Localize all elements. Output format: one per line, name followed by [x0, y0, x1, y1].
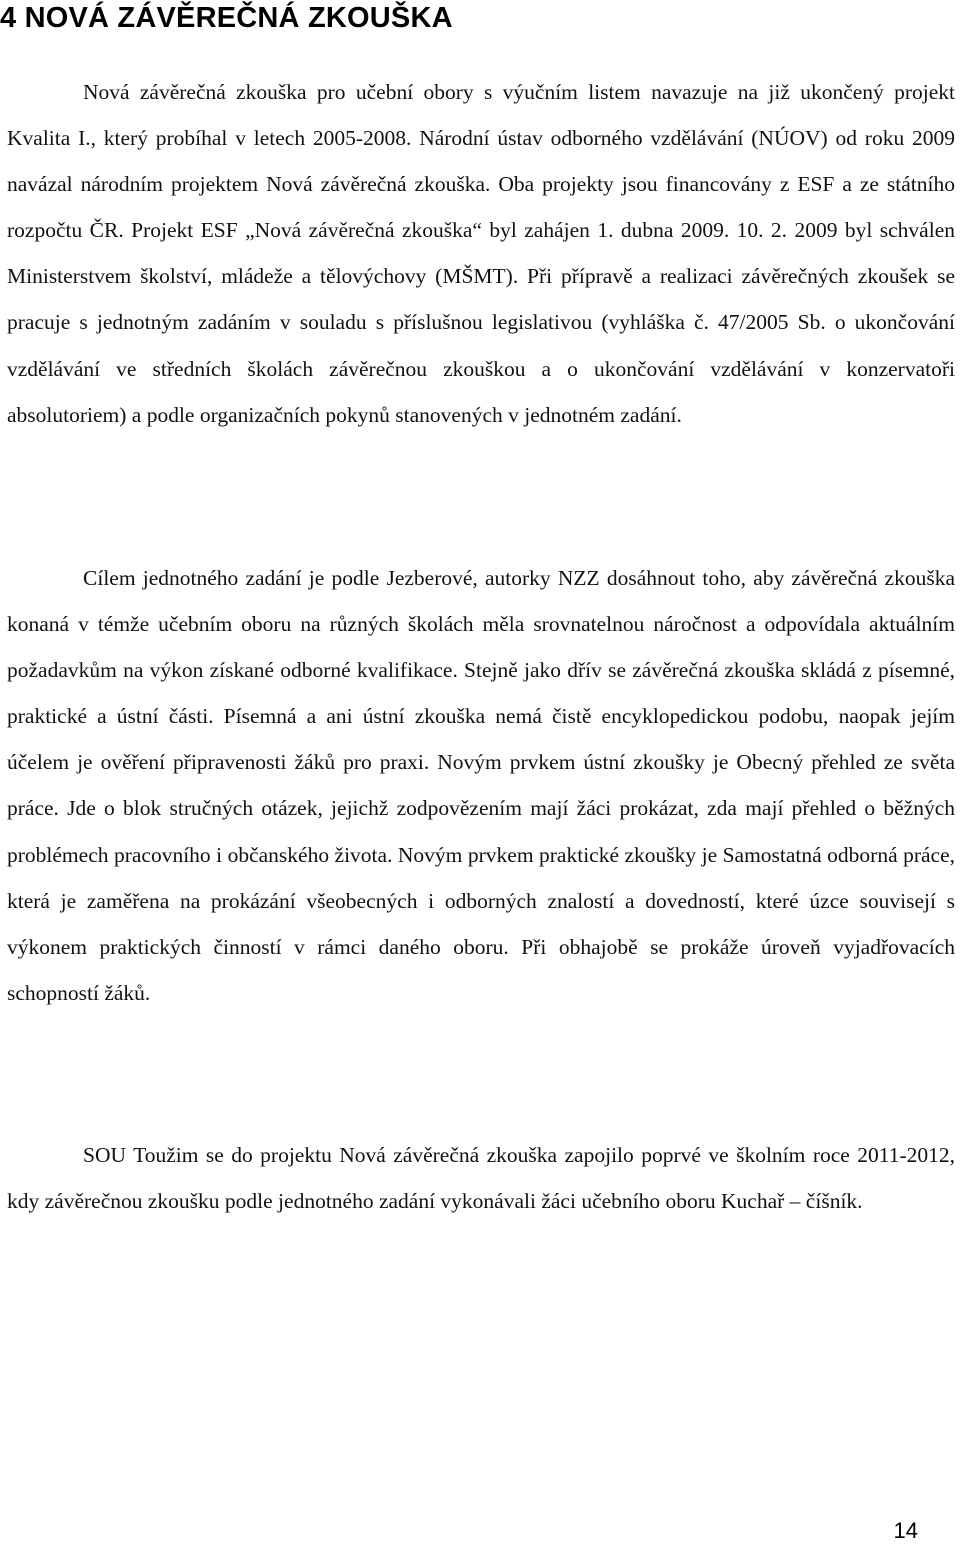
- paragraph-text: Nová závěrečná zkouška pro učební obory s výučním listem navazuje na již ukončený projekt Kvalita I., který probíhal v letech 2005-2008. Národní ústav odborného vzdělávání (NÚOV) od roku 2009 navázal národním projektem Nová závěrečná zkouška. Oba projekty jsou financovány z ESF a ze státního rozpočtu ČR. Projekt ESF „Nová závěrečná zkouška“ byl zahájen 1. dubna 2009. 10. 2. 2009 byl schválen Ministerstvem školství, mládeže a tělovýchovy (MŠMT). Při přípravě a realizaci závěrečných zkoušek se pracuje s jednotným zadáním v souladu s příslušnou legislativou (vyhláška č. 47/2005 Sb. o ukončování vzdělávání ve středních školách závěrečnou zkouškou a o ukončování vzdělávání v konzervatoři absolutoriem) a podle organizačních pokynů stanovených v jednotném zadání.: [7, 80, 955, 427]
- section-heading: 4 NOVÁ ZÁVĚREČNÁ ZKOUŠKA: [0, 2, 453, 34]
- paragraph-text: Cílem jednotného zadání je podle Jezberové, autorky NZZ dosáhnout toho, aby závěrečná zkouška konaná v témže učebním oboru na různých školách měla srovnatelnou náročnost a odpovídala aktuálním požadavkům na výkon získané odborné kvalifikace. Stejně jako dřív se závěrečná zkouška skládá z písemné, praktické a ústní části. Písemná a ani ústní zkouška nemá čistě encyklopedickou podobu, naopak jejím účelem je ověření připravenosti žáků pro praxi. Novým prvkem ústní zkoušky je Obecný přehled ze světa práce. Jde o blok stručných otázek, jejichž zodpovězením mají žáci prokázat, zda mají přehled o běžných problémech pracovního i občanského života. Novým prvkem praktické zkoušky je Samostatná odborná práce, která je zaměřena na prokázání všeobecných i odborných znalostí a dovedností, které úzce souvisejí s výkonem praktických činností v rámci daného oboru. Při obhajobě se prokáže úroveň vyjadřovacích schopností žáků.: [7, 566, 955, 1005]
- page-number: 14: [893, 1518, 918, 1543]
- paragraph-3: [7, 1132, 955, 1224]
- paragraph-text: SOU Toužim se do projektu Nová závěrečná zkouška zapojilo poprvé ve školním roce 2011-2012, kdy závěrečnou zkoušku podle jednotného zadání vykonávali žáci učebního oboru Kuchař – číšník.: [7, 1143, 955, 1214]
- paragraph-1: [7, 69, 955, 438]
- paragraph-2: [7, 555, 955, 1016]
